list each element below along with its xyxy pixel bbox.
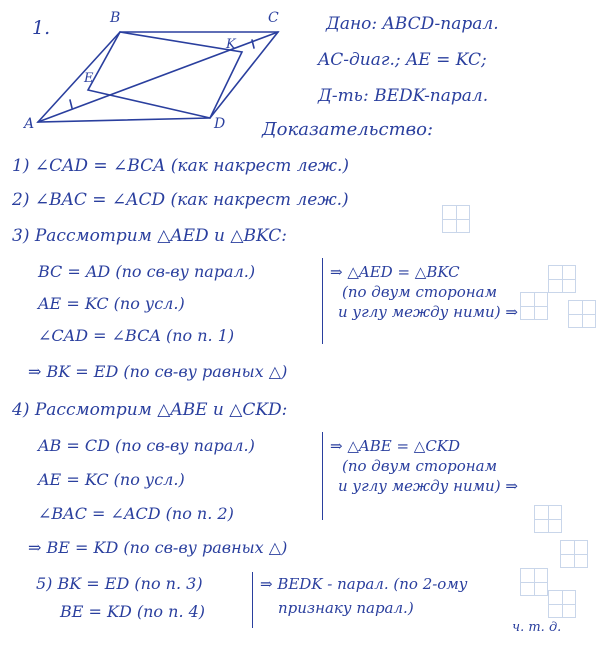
step-4-result-1: ⇒ △ABE = △CKD [330, 437, 461, 455]
qed-mark: ч. т. д. [512, 620, 562, 635]
vertex-label-a: A [24, 116, 35, 132]
step-5-result-1: ⇒ BEDK - парал. (по 2-ому [260, 575, 468, 593]
step-5-bracket [252, 572, 253, 628]
step-3-bracket [322, 258, 323, 344]
prove-line: Д-ть: BEDK-парал. [318, 86, 489, 106]
step-3-fact-1: BC = AD (по св-ву парал.) [38, 262, 256, 281]
vertex-label-k: K [226, 37, 236, 52]
grid-mark [534, 505, 562, 533]
grid-mark [548, 265, 576, 293]
step-2: 2) ∠BAC = ∠ACD (как накрест леж.) [12, 190, 349, 210]
proof-heading: Доказательство: [262, 119, 434, 140]
step-5-fact-1: 5) BK = ED (по п. 3) [36, 574, 203, 593]
parallelogram-figure [0, 0, 300, 140]
grid-mark [568, 300, 596, 328]
step-5-result-2: признаку парал.) [278, 599, 414, 617]
step-1: 1) ∠CAD = ∠BCA (как накрест леж.) [12, 156, 349, 176]
step-3-title: 3) Рассмотрим △AED и △BKC: [12, 226, 287, 246]
step-4-fact-1: AB = CD (по св-ву парал.) [38, 436, 255, 455]
grid-mark [548, 590, 576, 618]
grid-mark [520, 292, 548, 320]
given-line-2: AC-диаг.; AE = KC; [318, 50, 487, 70]
step-3-result-3: и углу между ними) ⇒ [338, 303, 518, 321]
step-4-fact-2: AE = KC (по усл.) [38, 470, 185, 489]
vertex-label-c: C [268, 10, 279, 26]
tick-ae [70, 100, 72, 108]
step-5-fact-2: BE = KD (по п. 4) [60, 602, 206, 621]
grid-mark [560, 540, 588, 568]
step-3-result-2: (по двум сторонам [342, 283, 498, 301]
step-4-result-3: и углу между ними) ⇒ [338, 477, 518, 495]
grid-mark [520, 568, 548, 596]
vertex-label-d: D [214, 116, 226, 132]
vertex-label-b: B [110, 10, 121, 26]
step-4-result-2: (по двум сторонам [342, 457, 498, 475]
step-4-conclusion: ⇒ BE = KD (по св-ву равных △) [28, 538, 288, 557]
grid-mark [442, 205, 470, 233]
step-3-conclusion: ⇒ BK = ED (по св-ву равных △) [28, 362, 288, 381]
vertex-label-e: E [84, 71, 94, 86]
problem-number: 1. [32, 17, 51, 39]
step-4-title: 4) Рассмотрим △ABE и △CKD: [12, 400, 288, 420]
step-3-result-1: ⇒ △AED = △BKC [330, 263, 460, 281]
step-3-fact-2: AE = KC (по усл.) [38, 294, 185, 313]
step-3-fact-3: ∠CAD = ∠BCA (по п. 1) [38, 326, 235, 345]
step-4-bracket [322, 432, 323, 520]
step-4-fact-3: ∠BAC = ∠ACD (по п. 2) [38, 504, 234, 523]
given-line-1: Дано: ABCD-парал. [326, 14, 499, 34]
